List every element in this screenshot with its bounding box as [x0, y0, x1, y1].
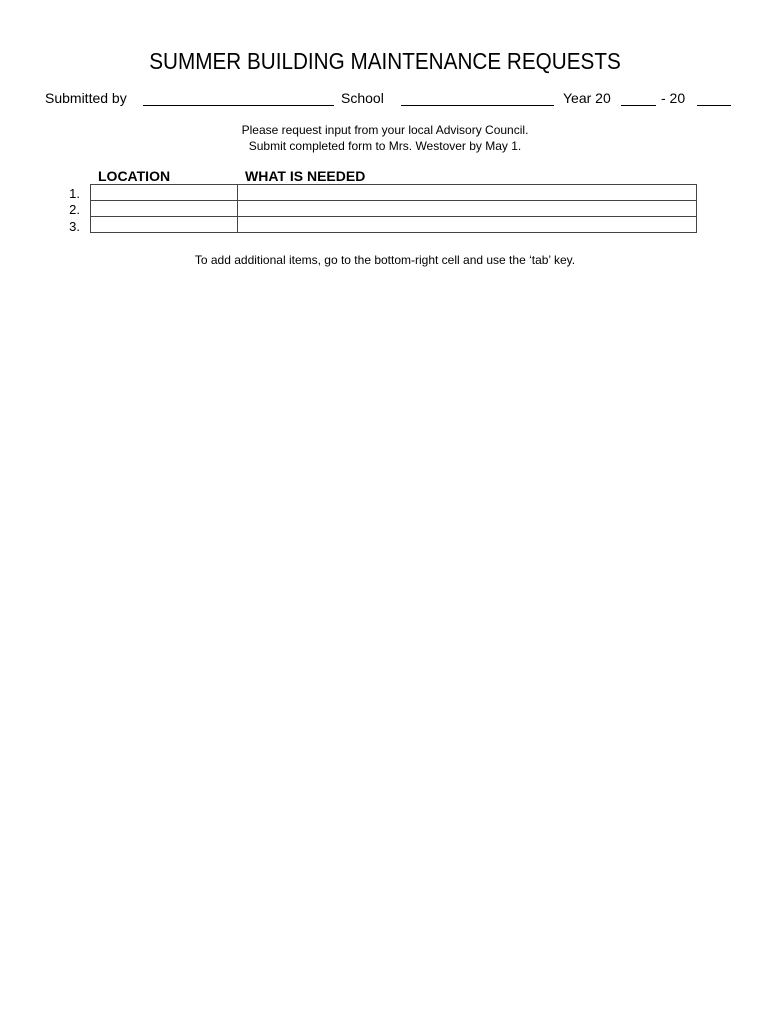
year-label: Year 20	[563, 90, 611, 106]
table-row	[91, 201, 697, 217]
location-cell[interactable]	[91, 201, 238, 217]
instruction-line: Please request input from your local Advisory Council.	[241, 123, 529, 137]
submitted-by-field[interactable]	[143, 91, 334, 106]
year-start-field[interactable]	[621, 91, 656, 106]
requests-table	[90, 184, 697, 233]
year-end-field[interactable]	[697, 91, 731, 106]
submitted-by-label: Submitted by	[45, 90, 127, 106]
row-number: 2.	[69, 202, 80, 217]
what-is-needed-header: WHAT IS NEEDED	[245, 168, 366, 184]
needed-cell[interactable]	[238, 185, 697, 201]
school-field[interactable]	[401, 91, 554, 106]
instruction-line: Submit completed form to Mrs. Westover by May 1.	[248, 139, 522, 153]
row-number: 1.	[69, 186, 80, 201]
table-row	[91, 185, 697, 201]
school-label: School	[341, 90, 384, 106]
needed-cell[interactable]	[238, 217, 697, 233]
year-separator: - 20	[661, 90, 686, 106]
page-title: SUMMER BUILDING MAINTENANCE REQUESTS	[149, 48, 621, 74]
location-header: LOCATION	[98, 168, 171, 184]
location-cell[interactable]	[91, 217, 238, 233]
table-row	[91, 217, 697, 233]
location-cell[interactable]	[91, 185, 238, 201]
row-number: 3.	[69, 219, 80, 234]
needed-cell[interactable]	[238, 201, 697, 217]
footer-note: To add additional items, go to the bottom-right cell and use the ‘tab’ key.	[194, 253, 576, 267]
